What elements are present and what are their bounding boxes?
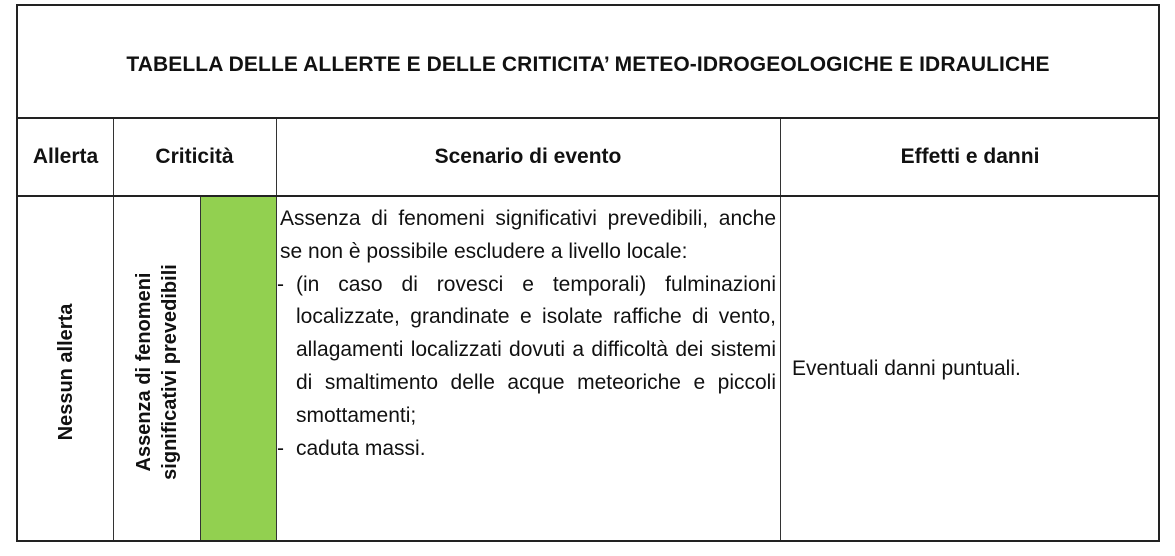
header-divider <box>113 119 114 195</box>
criticita-label-line2: significativi prevedibili <box>159 264 181 480</box>
criticita-label <box>131 264 183 480</box>
header-scenario: Scenario di evento <box>434 145 622 168</box>
scenario-bullet: - (in caso di rovesci e temporali) fulminazioni localizzate, grandinate e isolate raffiche di vento, allagamenti localizzati dovuti a difficoltà dei sistemi di smaltimento delle acque meteoriche e piccoli smottamenti; <box>280 269 776 433</box>
table-title: TABELLA DELLE ALLERTE E DELLE CRITICITA’ METEO-IDROGEOLOGICHE E IDRAULICHE <box>126 52 1050 76</box>
row-divider <box>276 197 277 540</box>
table-title-row <box>18 6 1158 119</box>
header-criticita: Criticità <box>155 145 234 168</box>
scenario-intro: Assenza di fenomeni significativi prevedibili, anche se non è possibile escludere a livello locale: <box>280 207 776 263</box>
bullet-dash: - <box>277 436 284 460</box>
alert-table <box>16 4 1160 542</box>
row-divider <box>780 197 781 540</box>
allerta-level: Nessun allerta <box>55 303 77 441</box>
header-allerta: Allerta <box>32 145 99 168</box>
header-divider <box>780 119 781 195</box>
table-row <box>18 197 1158 540</box>
header-effetti: Effetti e danni <box>900 145 1040 168</box>
criticita-color-swatch <box>200 197 276 540</box>
header-divider <box>276 119 277 195</box>
bullet-dash: - <box>277 272 284 296</box>
table-header-row <box>18 119 1158 197</box>
scenario-text <box>277 203 780 465</box>
criticita-label-line1: Assenza di fenomeni <box>133 272 155 472</box>
scenario-bullet: - caduta massi. <box>280 433 776 466</box>
effetti-text: Eventuali danni puntuali. <box>792 356 1021 380</box>
row-divider <box>113 197 114 540</box>
row-divider <box>200 197 201 540</box>
